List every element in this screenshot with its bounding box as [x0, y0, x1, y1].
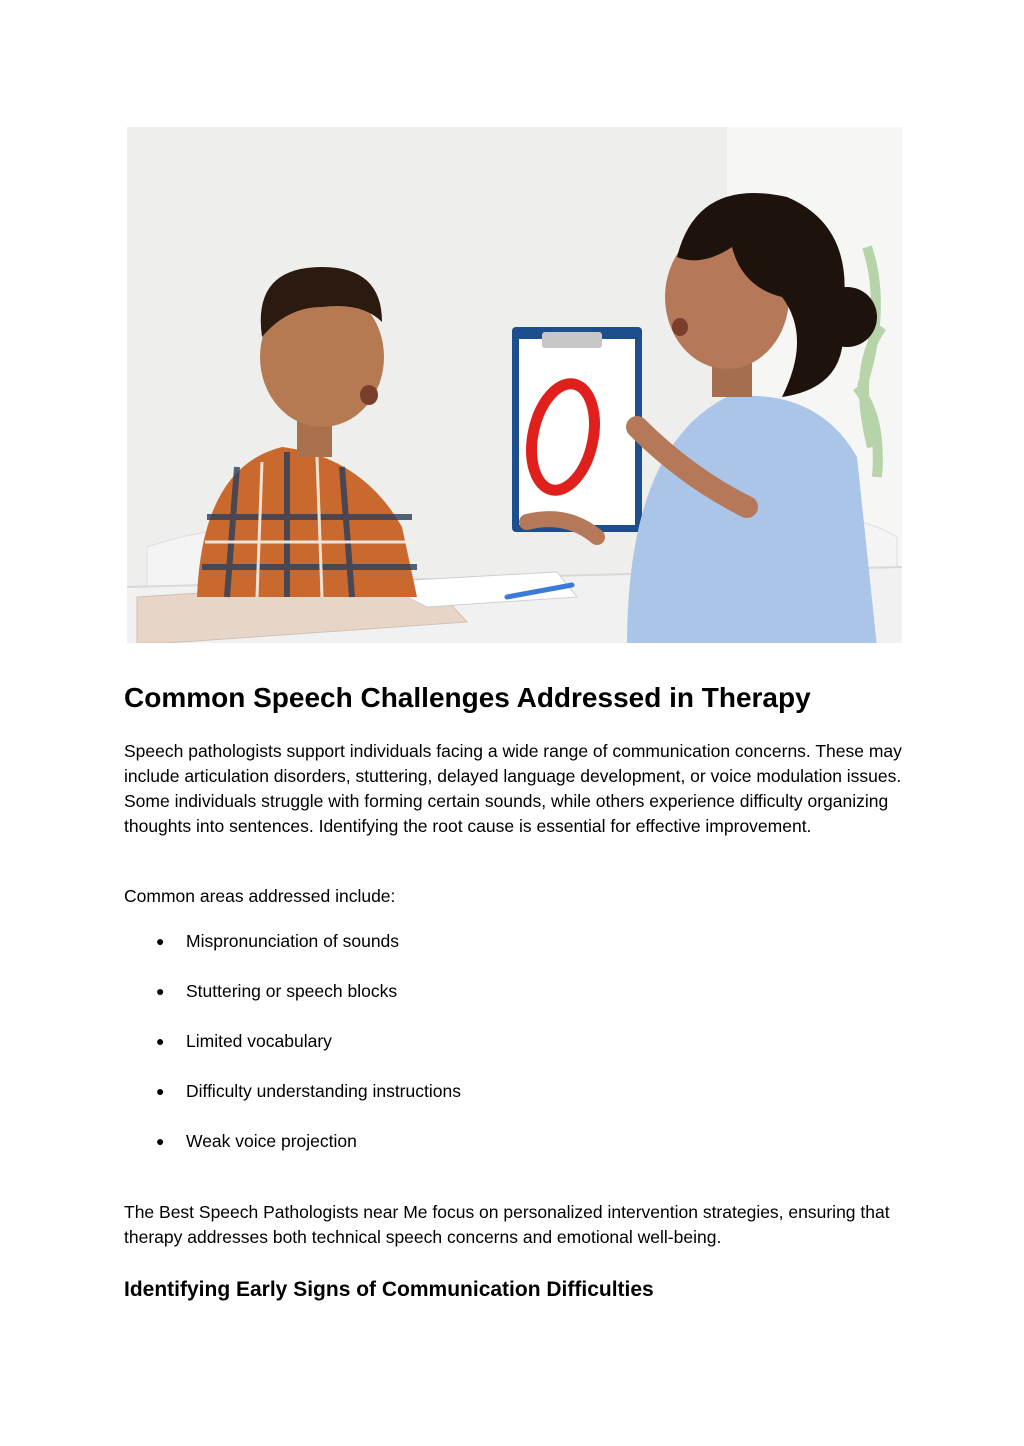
- bullet-icon: ●: [156, 983, 165, 999]
- list-item-text: Difficulty understanding instructions: [186, 1081, 461, 1101]
- bullet-icon: ●: [156, 1133, 165, 1149]
- list-item: [124, 979, 884, 1029]
- closing-paragraph: The Best Speech Pathologists near Me focus on personalized intervention strategies, ensuring that therapy addresses both technical speech concerns and emotional well-being.: [124, 1202, 890, 1247]
- section-heading: Common Speech Challenges Addressed in Therapy: [124, 682, 811, 713]
- list-item-text: Stuttering or speech blocks: [186, 981, 398, 1001]
- list-item: [124, 1079, 884, 1129]
- subsection-heading: Identifying Early Signs of Communication Difficulties: [124, 1278, 654, 1301]
- list-item: [124, 1029, 884, 1079]
- bullet-icon: ●: [156, 1033, 165, 1049]
- list-intro: Common areas addressed include:: [124, 886, 396, 906]
- intro-paragraph: Speech pathologists support individuals facing a wide range of communication concerns. These may include articulation disorders, stuttering, delayed language development, or voice modulation issues. Some individuals struggle with forming certain sounds, while others experience difficulty organizing thoughts into sentences. Identifying the root cause is essential for effective improvement.: [124, 741, 902, 836]
- list-item: [124, 1129, 884, 1179]
- list-item-text: Weak voice projection: [186, 1131, 357, 1151]
- list-item-text: Limited vocabulary: [186, 1031, 332, 1051]
- therapy-photo: [127, 127, 902, 643]
- bullet-icon: ●: [156, 1083, 165, 1099]
- challenge-list: [124, 929, 884, 1179]
- bullet-icon: ●: [156, 933, 165, 949]
- list-item-text: Mispronunciation of sounds: [186, 931, 400, 951]
- list-item: [124, 929, 884, 979]
